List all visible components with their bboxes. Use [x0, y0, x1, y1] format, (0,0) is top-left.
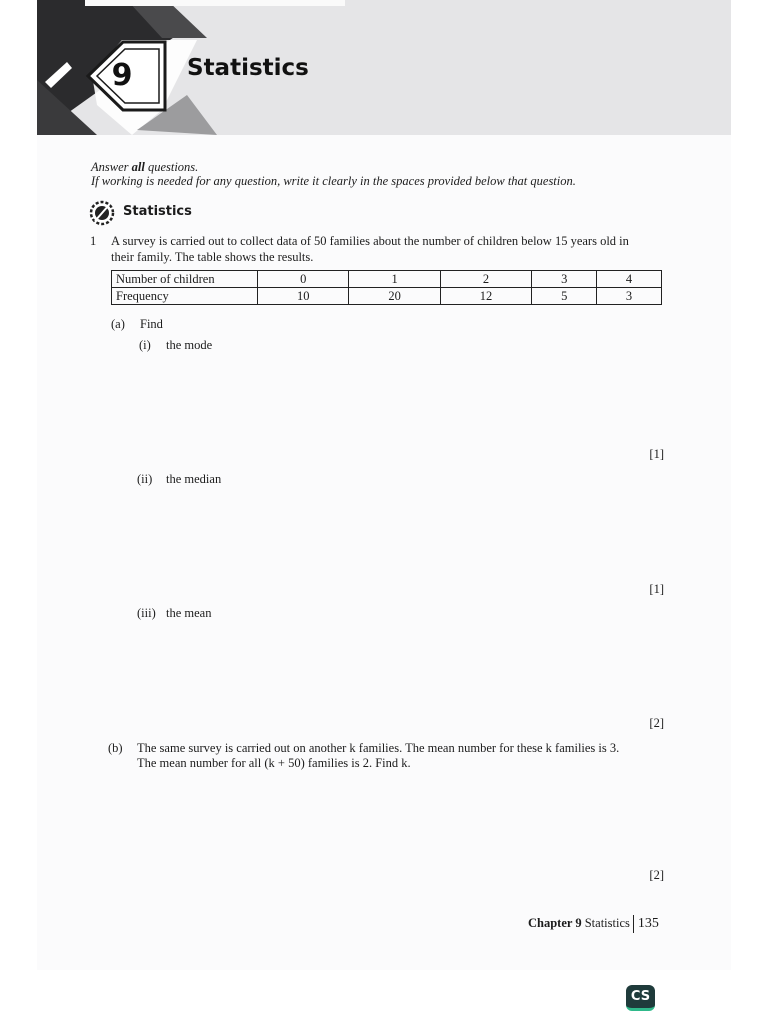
part-b-line-1: The same survey is carried out on another k families. The mean number for these k families is 3. [137, 741, 620, 755]
part-a-iii-text: the mean [166, 606, 212, 620]
question-number: 1 [90, 234, 97, 248]
part-a-i-label: (i) [139, 338, 151, 352]
table-cell: 3 [532, 271, 597, 288]
table-row-header: Number of children [112, 271, 258, 288]
section-title: Statistics [123, 204, 192, 219]
table-row-header: Frequency [112, 288, 258, 305]
instruction-line-1: Answer all questions. [91, 160, 199, 174]
part-a-ii-label: (ii) [137, 472, 153, 486]
chapter-title: Statistics [187, 55, 309, 81]
part-a-i-text: the mode [166, 338, 213, 352]
part-a-ii-marks: [1] [649, 582, 664, 596]
camscanner-logo-icon: CS [626, 985, 655, 1011]
instruction-line-2: If working is needed for any question, write it clearly in the spaces provided below that question. [91, 174, 576, 188]
part-a-iii-marks: [2] [649, 716, 664, 730]
table-cell: 1 [349, 271, 440, 288]
part-b-line-2: The mean number for all (k + 50) families is 2. Find k. [137, 756, 411, 770]
part-a-text: Find [140, 317, 163, 331]
top-strip [85, 0, 345, 6]
table-cell: 10 [258, 288, 349, 305]
part-b-marks: [2] [649, 868, 664, 882]
table-row [112, 271, 662, 288]
table-cell: 3 [597, 288, 662, 305]
part-a-i-marks: [1] [649, 447, 664, 461]
part-a-label: (a) [111, 317, 125, 331]
table-cell: 20 [349, 288, 440, 305]
footer-chapter: Chapter 9 [528, 915, 582, 930]
page-number: 135 [637, 915, 659, 931]
chapter-number: 9 [111, 58, 133, 93]
table-cell: 5 [532, 288, 597, 305]
question-text-line-2: their family. The table shows the results. [111, 250, 314, 264]
page-footer [528, 915, 659, 933]
part-a-iii-label: (iii) [137, 606, 156, 620]
part-b-label: (b) [108, 741, 123, 755]
part-a-ii-text: the median [166, 472, 222, 486]
table-cell: 12 [440, 288, 531, 305]
question-text-line-1: A survey is carried out to collect data of 50 families about the number of children below 15 years old in [111, 234, 629, 248]
table-cell: 2 [440, 271, 531, 288]
footer-divider [633, 915, 634, 933]
compass-icon [89, 200, 115, 226]
frequency-table [111, 270, 662, 305]
footer-title: Statistics [584, 915, 630, 930]
table-cell: 0 [258, 271, 349, 288]
table-row [112, 288, 662, 305]
table-cell: 4 [597, 271, 662, 288]
